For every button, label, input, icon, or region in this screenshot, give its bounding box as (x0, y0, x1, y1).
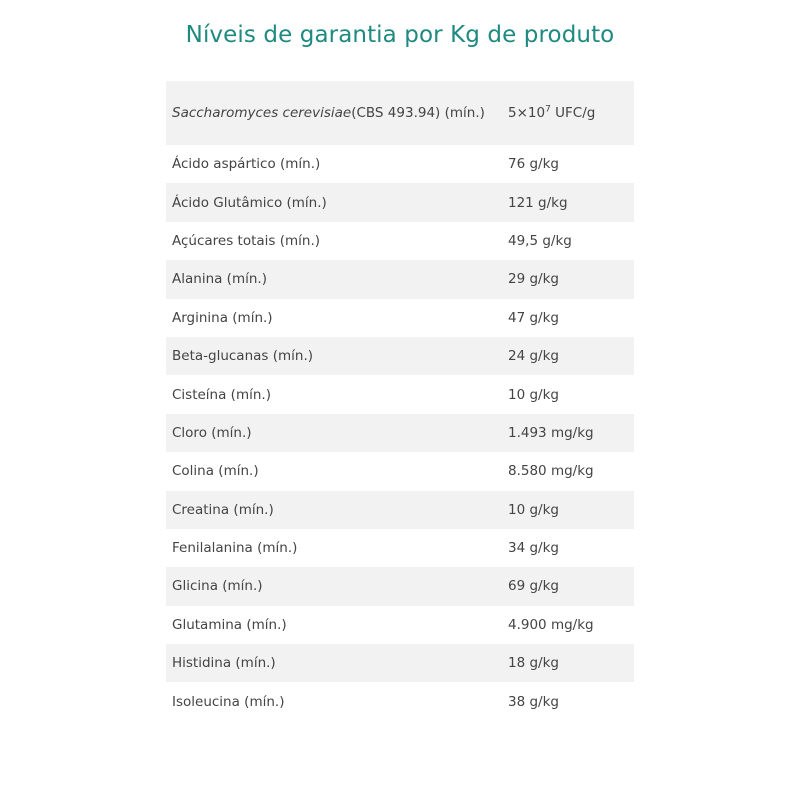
row-value: 8.580 mg/kg (508, 463, 594, 480)
table-row (166, 682, 634, 720)
table-row (166, 452, 634, 490)
table-row (166, 260, 634, 298)
row-name: Arginina (mín.) (172, 309, 273, 326)
row-value: 10 g/kg (508, 501, 559, 518)
row-name (166, 100, 508, 126)
species-name: Saccharomyces cerevisiae (172, 105, 352, 121)
row-name: Ácido aspártico (mín.) (172, 156, 321, 173)
table-row (166, 337, 634, 375)
table-row (166, 222, 634, 260)
table-row (166, 145, 634, 183)
row-name: Ácido Glutâmico (mín.) (172, 194, 327, 211)
row-value: 76 g/kg (508, 156, 559, 173)
row-value: 34 g/kg (508, 540, 559, 557)
row-name: Colina (mín.) (172, 463, 259, 480)
table-row (166, 529, 634, 567)
table-row (166, 81, 634, 145)
row-name: Açúcares totais (mín.) (172, 232, 321, 249)
row-name: Alanina (mín.) (172, 271, 267, 288)
value-exponent: 7 (545, 104, 551, 115)
row-value: 4.900 mg/kg (508, 616, 594, 633)
row-name: Cloro (mín.) (172, 424, 252, 441)
table-row (166, 491, 634, 529)
table-row (166, 644, 634, 682)
row-value: 47 g/kg (508, 309, 559, 326)
guarantee-table (166, 81, 634, 721)
row-name: Creatina (mín.) (172, 501, 274, 518)
row-value: 38 g/kg (508, 693, 559, 710)
row-name: Cisteína (mín.) (172, 386, 271, 403)
row-value: 1.493 mg/kg (508, 424, 594, 441)
row-value: 10 g/kg (508, 386, 559, 403)
row-name: Isoleucina (mín.) (172, 693, 285, 710)
table-body (166, 145, 634, 721)
table-row (166, 414, 634, 452)
row-value: 69 g/kg (508, 578, 559, 595)
row-value: 18 g/kg (508, 655, 559, 672)
row-value: 49,5 g/kg (508, 232, 572, 249)
strain-label: (CBS 493.94) (mín.) (351, 105, 485, 121)
row-name: Glutamina (mín.) (172, 616, 287, 633)
value-base: 5×10 (508, 105, 546, 121)
table-row (166, 375, 634, 413)
row-value (508, 105, 634, 121)
table-row (166, 567, 634, 605)
row-value: 121 g/kg (508, 194, 568, 211)
table-row (166, 183, 634, 221)
row-name: Glicina (mín.) (172, 578, 263, 595)
page-title: Níveis de garantia por Kg de produto (185, 22, 615, 48)
row-value: 24 g/kg (508, 348, 559, 365)
table-row (166, 299, 634, 337)
value-unit: UFC/g (550, 105, 596, 121)
row-name: Histidina (mín.) (172, 655, 276, 672)
row-name: Beta-glucanas (mín.) (172, 348, 314, 365)
table-row (166, 606, 634, 644)
row-name: Fenilalanina (mín.) (172, 540, 298, 557)
row-value: 29 g/kg (508, 271, 559, 288)
